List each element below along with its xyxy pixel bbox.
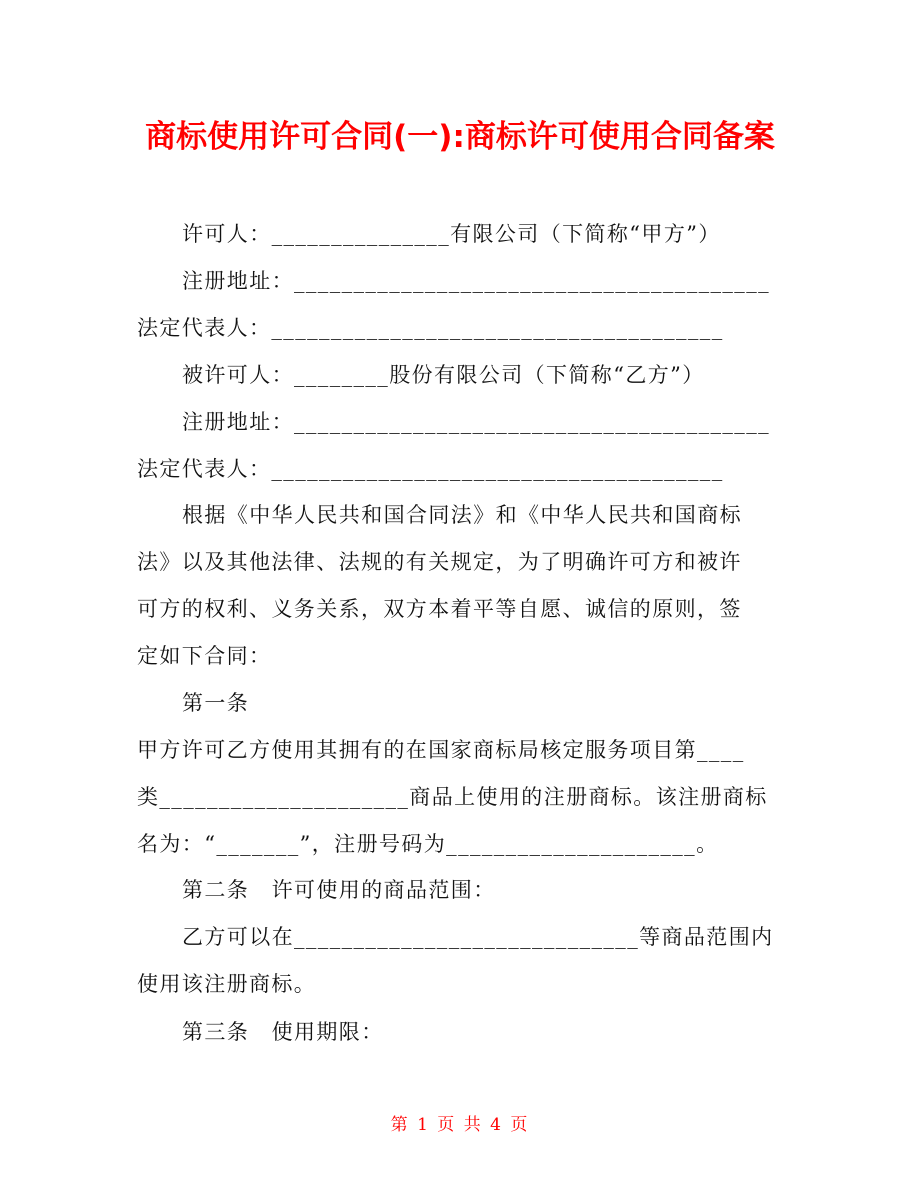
- page-footer: 第 1 页 共 4 页: [390, 1115, 530, 1135]
- article-1-line-1: 甲方许可乙方使用其拥有的在国家商标局核定服务项目第____: [137, 738, 745, 762]
- preamble-line-3: 可方的权利、义务关系，双方本着平等自愿、诚信的原则，签: [137, 597, 742, 621]
- preamble-line-1: 根据《中华人民共和国合同法》和《中华人民共和国商标: [182, 503, 742, 527]
- article-1-line-2: 类_____________________商品上使用的注册商标。该注册商标: [137, 785, 768, 809]
- licensor-line: 许可人：_______________有限公司（下简称“甲方”）: [182, 222, 721, 246]
- article-2-heading: 第二条 许可使用的商品范围：: [182, 878, 496, 902]
- article-3-heading: 第三条 使用期限：: [182, 1020, 384, 1044]
- licensee-address-line: 注册地址：________________________________________: [182, 410, 770, 434]
- article-1-line-3: 名为：“_______”，注册号码为_____________________。: [137, 832, 719, 856]
- preamble-line-2: 法》以及其他法律、法规的有关规定，为了明确许可方和被许: [137, 550, 742, 574]
- article-1-heading: 第一条: [182, 691, 250, 715]
- licensor-representative-line: 法定代表人：______________________________________: [137, 316, 724, 340]
- licensee-representative-line: 法定代表人：______________________________________: [137, 457, 724, 481]
- document-title: 商标使用许可合同(一):商标许可使用合同备案: [145, 119, 775, 155]
- article-2-line-2: 使用该注册商标。: [137, 972, 317, 996]
- article-2-line-1: 乙方可以在_____________________________等商品范围内: [182, 925, 774, 949]
- licensee-line: 被许可人：________股份有限公司（下简称“乙方”）: [182, 363, 705, 387]
- licensor-address-line: 注册地址：________________________________________: [182, 269, 770, 293]
- preamble-line-4: 定如下合同：: [137, 644, 272, 668]
